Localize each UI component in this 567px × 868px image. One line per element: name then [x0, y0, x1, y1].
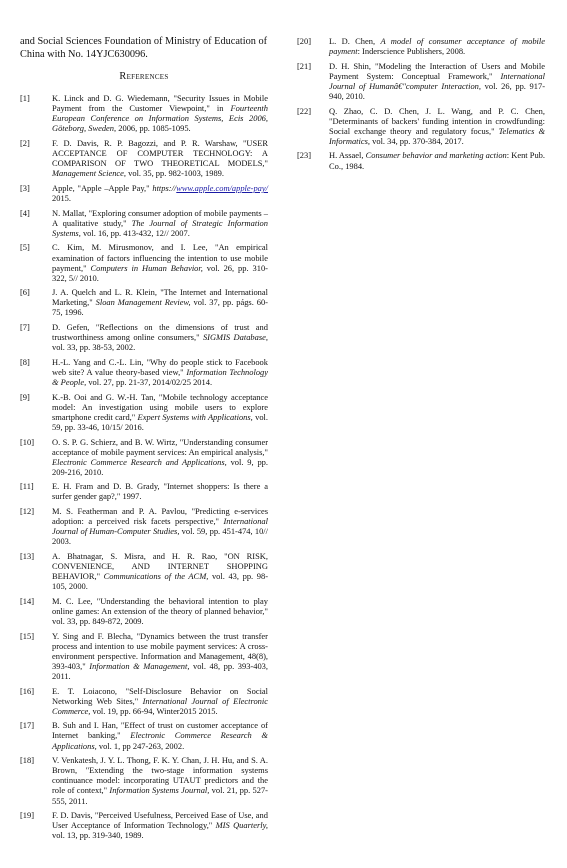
reference-text	[52, 322, 268, 352]
reference-number: [14]	[20, 595, 35, 606]
reference-text	[52, 437, 268, 477]
reference-text	[52, 631, 268, 681]
reference-text-tail: 2015.	[52, 193, 71, 204]
reference-number: [15]	[20, 630, 35, 641]
reference-text	[52, 357, 268, 387]
reference-item	[20, 506, 268, 546]
reference-source: Sloan Management Review,	[95, 297, 191, 308]
references-heading: References	[119, 71, 169, 83]
reference-text-tail: vol. 34, pp. 370-384, 2017.	[370, 135, 464, 146]
reference-text-main: D. H. Shin, "Modeling the Interaction of Users and Mobile Payment System: Conceptual Framework,"	[329, 60, 545, 81]
reference-source: MIS Quarterly,	[215, 820, 269, 831]
reference-text-tail: , 2006, pp. 1085-1095.	[114, 123, 191, 134]
reference-text-tail: vol. 21, pp. 527-555, 2011.	[52, 785, 268, 806]
reference-source: SIGMIS Database,	[202, 332, 268, 343]
reference-text-tail: vol. 19, pp. 66-94, Winter2015 2015.	[90, 705, 218, 716]
reference-text-tail: vol. 16, pp. 413-432, 12// 2007.	[80, 227, 190, 238]
reference-text	[52, 720, 268, 750]
reference-list-right	[297, 36, 545, 171]
reference-item	[20, 551, 268, 591]
reference-number: [19]	[20, 810, 35, 821]
reference-number: [12]	[20, 506, 35, 517]
reference-number: [22]	[297, 105, 312, 116]
reference-text	[52, 242, 268, 282]
reference-text-tail: vol. 9, pp. 209-216, 2010.	[52, 456, 268, 477]
reference-text-main: D. Gefen, "Reflections on the dimensions of trust and trustworthiness among online consumers,"	[52, 322, 268, 343]
reference-item	[297, 61, 545, 101]
reference-text-main: E. T. Loiacono, "Self-Disclosure Behavior on Social Networking Web Sites,"	[52, 685, 268, 706]
reference-text	[52, 810, 268, 840]
reference-item	[20, 686, 268, 716]
reference-text-main: M. C. Lee, "Understanding the behavioral intention to play online games: An extension of the theory of planned behavior," vol. 33, pp. 849-872, 2009.	[52, 595, 268, 626]
reference-item	[20, 755, 268, 805]
reference-source: https://	[152, 182, 177, 193]
reference-source: International Journal of Humanâ€"computer Interaction,	[329, 70, 545, 91]
reference-text-main: B. Suh and I. Han, "Effect of trust on customer acceptance of Internet banking,"	[52, 720, 268, 741]
reference-text	[52, 392, 268, 432]
reference-text	[329, 36, 545, 56]
reference-number: [5]	[20, 242, 30, 253]
reference-text-tail: vol. 48, pp. 393-403, 2011.	[52, 660, 268, 681]
reference-number: [18]	[20, 755, 35, 766]
reference-text-tail: vol. 43, pp. 98-105, 2000.	[52, 571, 268, 592]
reference-source: A model of consumer acceptance of mobile payment	[329, 36, 545, 57]
reference-number: [1]	[20, 93, 30, 104]
reference-number: [11]	[20, 481, 34, 492]
reference-source: Computers in Human Behavior,	[90, 262, 203, 273]
reference-number: [3]	[20, 182, 30, 193]
reference-text-main: H.-L. Yang and C.-L. Lin, "Why do people stick to Facebook web site? A value theory-based view,"	[52, 356, 268, 377]
reference-number: [20]	[297, 36, 312, 46]
reference-source: Communications of the ACM,	[103, 571, 209, 582]
reference-text-tail: vol. 26, pp. 917-940, 2010.	[329, 80, 546, 101]
reference-item	[20, 93, 268, 133]
reference-item	[20, 631, 268, 681]
acknowledgment-text: and Social Sciences Foundation of Ministry of Education of China with No. 14YJC630096.	[20, 36, 268, 60]
reference-source: Electronic Commerce Research & Applications,	[52, 730, 268, 751]
reference-text	[52, 596, 268, 626]
reference-text	[52, 183, 268, 203]
reference-text	[52, 481, 268, 501]
reference-number: [17]	[20, 720, 35, 731]
reference-number: [7]	[20, 322, 30, 333]
reference-link[interactable]: www.apple.com/apple-pay/	[176, 182, 268, 193]
reference-number: [9]	[20, 391, 30, 402]
reference-source: International Journal of Human-Computer Studies,	[52, 516, 268, 537]
reference-text-main: Apple, "Apple –Apple Pay,"	[52, 182, 153, 193]
reference-item	[20, 242, 268, 282]
reference-text-main: K. Linck and D. G. Wiedemann, "Security Issues in Mobile Payment from the Customer Viewpoint," in	[52, 93, 268, 114]
reference-item	[297, 36, 545, 56]
reference-text	[329, 106, 545, 146]
reference-number: [10]	[20, 436, 35, 447]
right-column	[297, 36, 545, 175]
reference-text-main: L. D. Chen,	[329, 36, 381, 46]
reference-source: International Journal of Electronic Commerce,	[52, 695, 268, 716]
reference-source: Management Science,	[52, 168, 127, 179]
reference-text	[52, 551, 268, 591]
reference-text-tail: vol. 27, pp. 21-37, 2014/02/25 2014.	[86, 377, 213, 388]
reference-item	[20, 720, 268, 750]
reference-text-tail: : Inderscience Publishers, 2008.	[357, 46, 466, 57]
reference-item	[297, 150, 545, 170]
reference-item	[20, 481, 268, 501]
reference-item	[20, 183, 268, 203]
reference-text	[52, 755, 268, 805]
reference-text	[52, 208, 268, 238]
reference-source: Consumer behavior and marketing action	[365, 150, 507, 161]
reference-source: Fourteenth European Conference on Information Systems, Ecis 2006, Göteborg, Sweden	[52, 103, 268, 134]
reference-text-tail: : Kent Pub. Co., 1984.	[329, 150, 546, 171]
reference-item	[20, 596, 268, 626]
reference-number: [8]	[20, 356, 30, 367]
reference-text-main: H. Assael,	[329, 150, 366, 161]
reference-text	[52, 287, 268, 317]
reference-text	[329, 150, 545, 170]
reference-text	[52, 506, 268, 546]
reference-text-main: C. Kim, M. Mirusmonov, and I. Lee, "An empirical examination of factors influencing the intention to use mobile payment,"	[52, 242, 268, 273]
reference-source: Information Technology & People,	[52, 366, 268, 388]
reference-text-tail: vol. 26, pp. 310-322, 5// 2010.	[52, 262, 268, 283]
reference-number: [13]	[20, 550, 35, 561]
reference-list-left	[20, 93, 268, 840]
reference-text-tail: vol. 1, pp 247-263, 2002.	[96, 740, 185, 751]
reference-text-tail: vol. 33, pp. 38-53, 2002.	[52, 342, 136, 353]
reference-text-main: O. S. P. G. Schierz, and B. W. Wirtz, "Understanding consumer acceptance of mobile payment services: An empirical analysis,"	[52, 436, 268, 457]
reference-item	[20, 322, 268, 352]
reference-text-tail: vol. 59, pp. 451-474, 10// 2003.	[52, 526, 269, 547]
reference-text-tail: vol. 37, pp. págs. 60-75, 1996.	[52, 297, 268, 318]
reference-text-tail: vol. 13, pp. 319-340, 1989.	[52, 830, 144, 841]
reference-text-main: F. D. Davis, R. P. Bagozzi, and P. R. Warshaw, "USER ACCEPTANCE OF COMPUTER TECHNOLOGY: A COMPARISON OF TWO THEORETICAL MODELS,"	[52, 138, 268, 169]
reference-text	[329, 61, 545, 101]
reference-item	[20, 437, 268, 477]
reference-text	[52, 138, 268, 178]
reference-text	[52, 686, 268, 716]
reference-item	[20, 287, 268, 317]
reference-text-tail: vol. 35, pp. 982-1003, 1989.	[126, 168, 224, 179]
reference-text-main: V. Venkatesh, J. Y. L. Thong, F. K. Y. Chan, J. H. Hu, and S. A. Brown, "Extending the two-stage information systems continuance model: incorporating UTAUT predictors and the role of context,"	[52, 755, 268, 796]
reference-source: Expert Systems with Applications,	[137, 411, 253, 422]
reference-item	[20, 357, 268, 387]
reference-text-main: M. S. Featherman and P. A. Pavlou, "Predicting e-services adoption: a perceived risk facets perspective,"	[52, 506, 268, 527]
reference-text-main: F. D. Davis, "Perceived Usefulness, Perceived Ease of Use, and User Acceptance of Information Technology,"	[52, 810, 268, 831]
reference-text-main: Q. Zhao, C. D. Chen, J. L. Wang, and P. C. Chen, "Determinants of backers' funding intention in crowdfunding: Social exchange theory and regulatory focus,"	[329, 105, 545, 136]
reference-item	[20, 208, 268, 238]
reference-text-main: E. H. Fram and D. B. Grady, "Internet shoppers: Is there a surfer gender gap?," 1997.	[52, 481, 268, 502]
reference-text-main: A. Bhatnagar, S. Misra, and H. R. Rao, "ON RISK, CONVENIENCE, AND INTERNET SHOPPING BEHAVIOR,"	[52, 550, 268, 582]
reference-number: [2]	[20, 138, 30, 149]
reference-item	[20, 810, 268, 840]
reference-number: [6]	[20, 287, 30, 298]
reference-text-main: K.-B. Ooi and G. W.-H. Tan, "Mobile technology acceptance model: An investigation using mobile users to explore smartphone credit card,"	[52, 391, 268, 422]
reference-source: Information & Management,	[89, 660, 190, 671]
reference-text-main: N. Mallat, "Exploring consumer adoption of mobile payments – A qualitative study,"	[52, 207, 268, 228]
reference-source: Telematics & Informatics,	[329, 125, 546, 146]
reference-source: The Journal of Strategic Information Systems,	[52, 217, 268, 238]
reference-number: [23]	[297, 150, 312, 161]
left-column	[20, 36, 268, 845]
reference-item	[20, 392, 268, 432]
reference-source: Electronic Commerce Research and Applications,	[52, 456, 227, 467]
reference-number: [4]	[20, 207, 30, 218]
reference-text-main: J. A. Quelch and L. R. Klein, "The Internet and International Marketing,"	[52, 287, 268, 308]
reference-text-tail: vol. 59, pp. 33-46, 10/15/ 2016.	[52, 411, 268, 432]
reference-number: [21]	[297, 60, 312, 71]
reference-item	[297, 106, 545, 146]
reference-text	[52, 93, 268, 133]
reference-number: [16]	[20, 685, 35, 696]
reference-source: Information Systems Journal,	[109, 785, 210, 796]
reference-item	[20, 138, 268, 178]
reference-text-main: Y. Sing and F. Blecha, "Dynamics between the trust transfer process and intention to use mobile payment services: A cross-environment perspective. Information and Management, 48(8), 393-403,"	[52, 630, 268, 671]
